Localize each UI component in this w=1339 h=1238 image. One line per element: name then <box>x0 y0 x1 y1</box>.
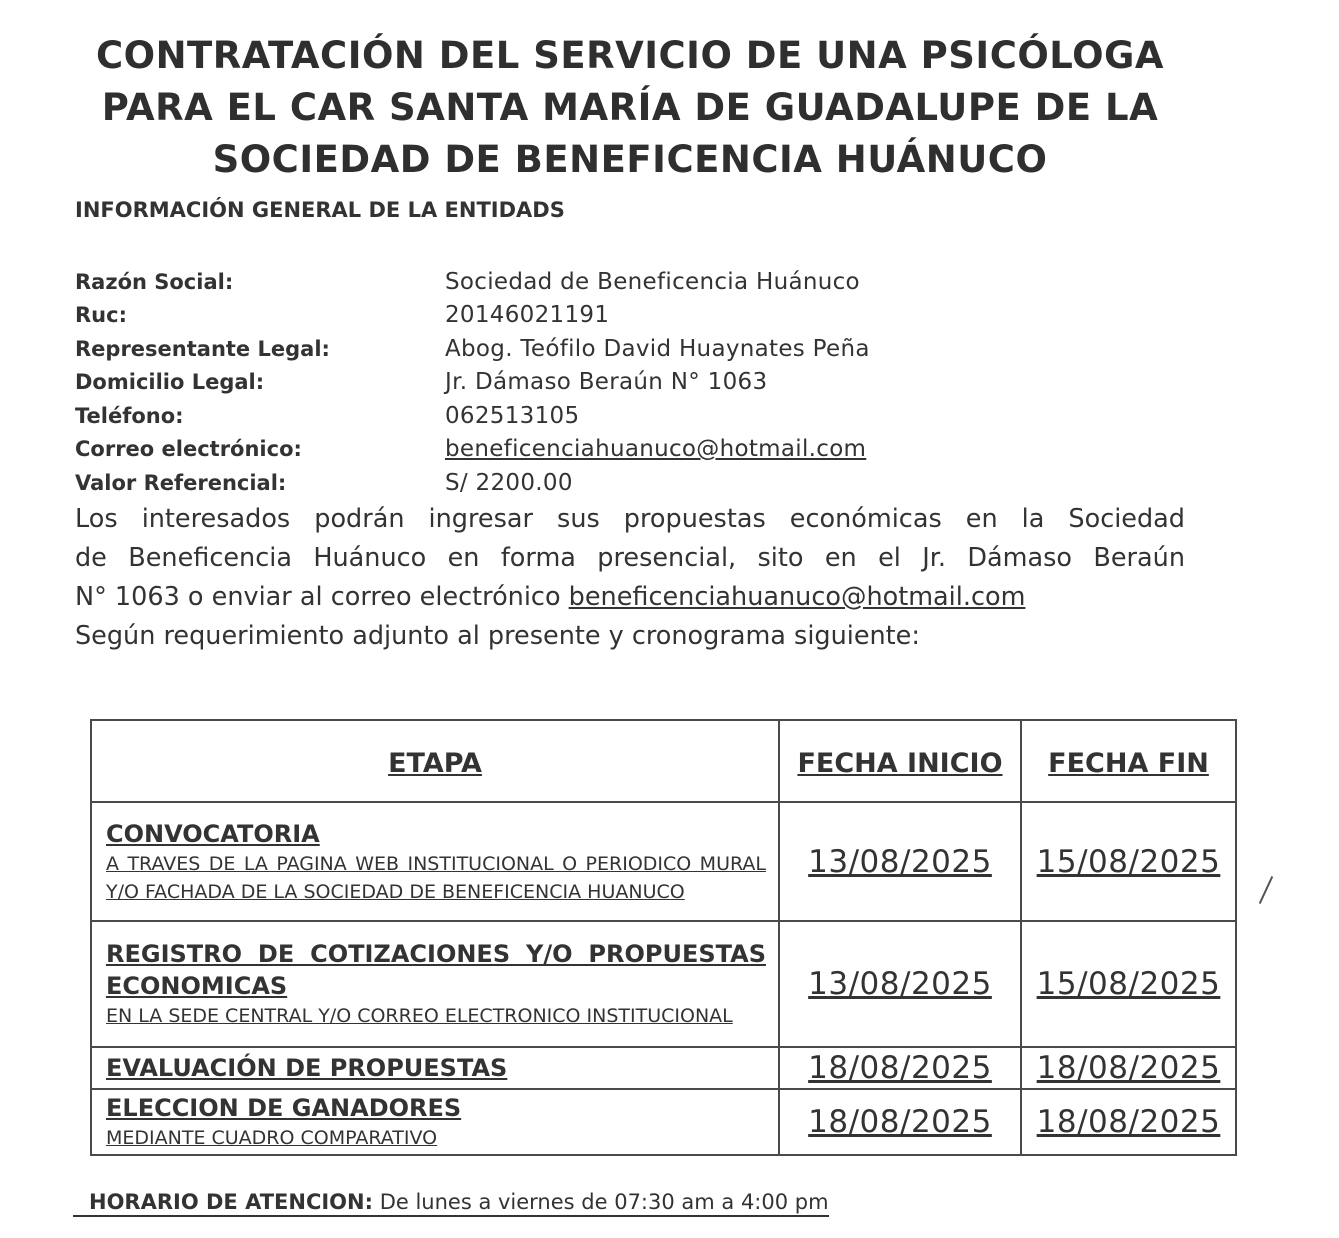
end-date: 18/08/2025 <box>1021 1047 1236 1089</box>
entity-info <box>75 265 1175 500</box>
section-heading: INFORMACIÓN GENERAL DE LA ENTIDADS <box>75 198 565 222</box>
table-row <box>91 921 1236 1047</box>
stage-name: CONVOCATORIA <box>106 819 320 848</box>
header-fecha-fin: FECHA FIN <box>1021 720 1236 802</box>
table-row <box>91 1047 1236 1089</box>
info-label: Ruc: <box>75 303 127 328</box>
paragraph-line: Los interesados podrán ingresar sus propuestas económicas en la Sociedad <box>75 504 1185 534</box>
end-date: 18/08/2025 <box>1021 1089 1236 1155</box>
info-label: Representante Legal: <box>75 336 330 361</box>
header-etapa: ETAPA <box>91 720 779 802</box>
hours-label: HORARIO DE ATENCION: <box>89 1190 374 1214</box>
info-row-razon-social <box>75 265 1175 299</box>
info-row-ruc <box>75 299 1175 333</box>
paragraph-line <box>75 578 1185 617</box>
stage-name: REGISTRO DE COTIZACIONES Y/O PROPUESTAS ECONOMICAS <box>106 940 766 1000</box>
end-date: 15/08/2025 <box>1021 921 1236 1047</box>
info-value: 062513105 <box>445 402 580 429</box>
start-date: 13/08/2025 <box>779 921 1021 1047</box>
stage-desc: A TRAVES DE LA PAGINA WEB INSTITUCIONAL O PERIODICO MURAL Y/O FACHADA DE LA SOCIEDAD DE BENEFICENCIA HUANUCO <box>106 852 766 903</box>
stage-name: ELECCION DE GANADORES <box>106 1094 462 1122</box>
table-row <box>91 1089 1236 1155</box>
info-row-representante <box>75 332 1175 366</box>
title-line-1: CONTRATACIÓN DEL SERVICIO DE UNA PSICÓLOGA <box>95 34 1165 77</box>
stage-desc: EN LA SEDE CENTRAL Y/O CORREO ELECTRONICO INSTITUCIONAL <box>106 1005 733 1027</box>
schedule-table <box>90 719 1237 1156</box>
info-value: Abog. Teófilo David Huaynates Peña <box>445 335 870 362</box>
office-hours <box>73 1190 829 1217</box>
info-label: Domicilio Legal: <box>75 370 265 395</box>
table-row <box>91 802 1236 921</box>
stage-cell <box>91 921 779 1047</box>
info-row-correo <box>75 433 1175 467</box>
instructions-paragraph <box>75 500 1185 656</box>
email-link[interactable]: beneficenciahuanuco@hotmail.com <box>568 582 1026 612</box>
document-title <box>60 30 1200 186</box>
info-label: Razón Social: <box>75 269 234 294</box>
header-fecha-inicio: FECHA INICIO <box>779 720 1021 802</box>
info-value: S/ 2200.00 <box>445 469 573 496</box>
hours-value: De lunes a viernes de 07:30 am a 4:00 pm <box>373 1190 829 1214</box>
start-date: 18/08/2025 <box>779 1089 1021 1155</box>
info-label: Teléfono: <box>75 403 184 428</box>
stage-desc: MEDIANTE CUADRO COMPARATIVO <box>106 1127 438 1149</box>
email-link[interactable]: beneficenciahuanuco@hotmail.com <box>445 436 867 463</box>
start-date: 18/08/2025 <box>779 1047 1021 1089</box>
paragraph-line: Según requerimiento adjunto al presente y cronograma siguiente: <box>75 621 920 651</box>
info-row-valor <box>75 466 1175 500</box>
stage-name: EVALUACIÓN DE PROPUESTAS <box>106 1054 508 1082</box>
info-row-telefono <box>75 399 1175 433</box>
info-label: Correo electrónico: <box>75 437 302 462</box>
stage-cell <box>91 1047 779 1089</box>
info-value: 20146021191 <box>445 302 610 329</box>
info-label: Valor Referencial: <box>75 470 287 495</box>
info-value: Jr. Dámaso Beraún N° 1063 <box>445 369 768 396</box>
title-line-2: PARA EL CAR SANTA MARÍA DE GUADALUPE DE LA <box>101 86 1159 129</box>
title-line-3: SOCIEDAD DE BENEFICENCIA HUÁNUCO <box>212 138 1048 181</box>
table-header-row <box>91 720 1236 802</box>
start-date: 13/08/2025 <box>779 802 1021 921</box>
paragraph-line: de Beneficencia Huánuco en forma presencial, sito en el Jr. Dámaso Beraún <box>75 543 1185 573</box>
stage-cell <box>91 1089 779 1155</box>
end-date: 15/08/2025 <box>1021 802 1236 921</box>
stage-cell <box>91 802 779 921</box>
paragraph-text: N° 1063 o enviar al correo electrónico <box>75 582 561 612</box>
pen-mark <box>1259 876 1273 904</box>
info-row-domicilio <box>75 366 1175 400</box>
info-value: Sociedad de Beneficencia Huánuco <box>445 268 860 295</box>
